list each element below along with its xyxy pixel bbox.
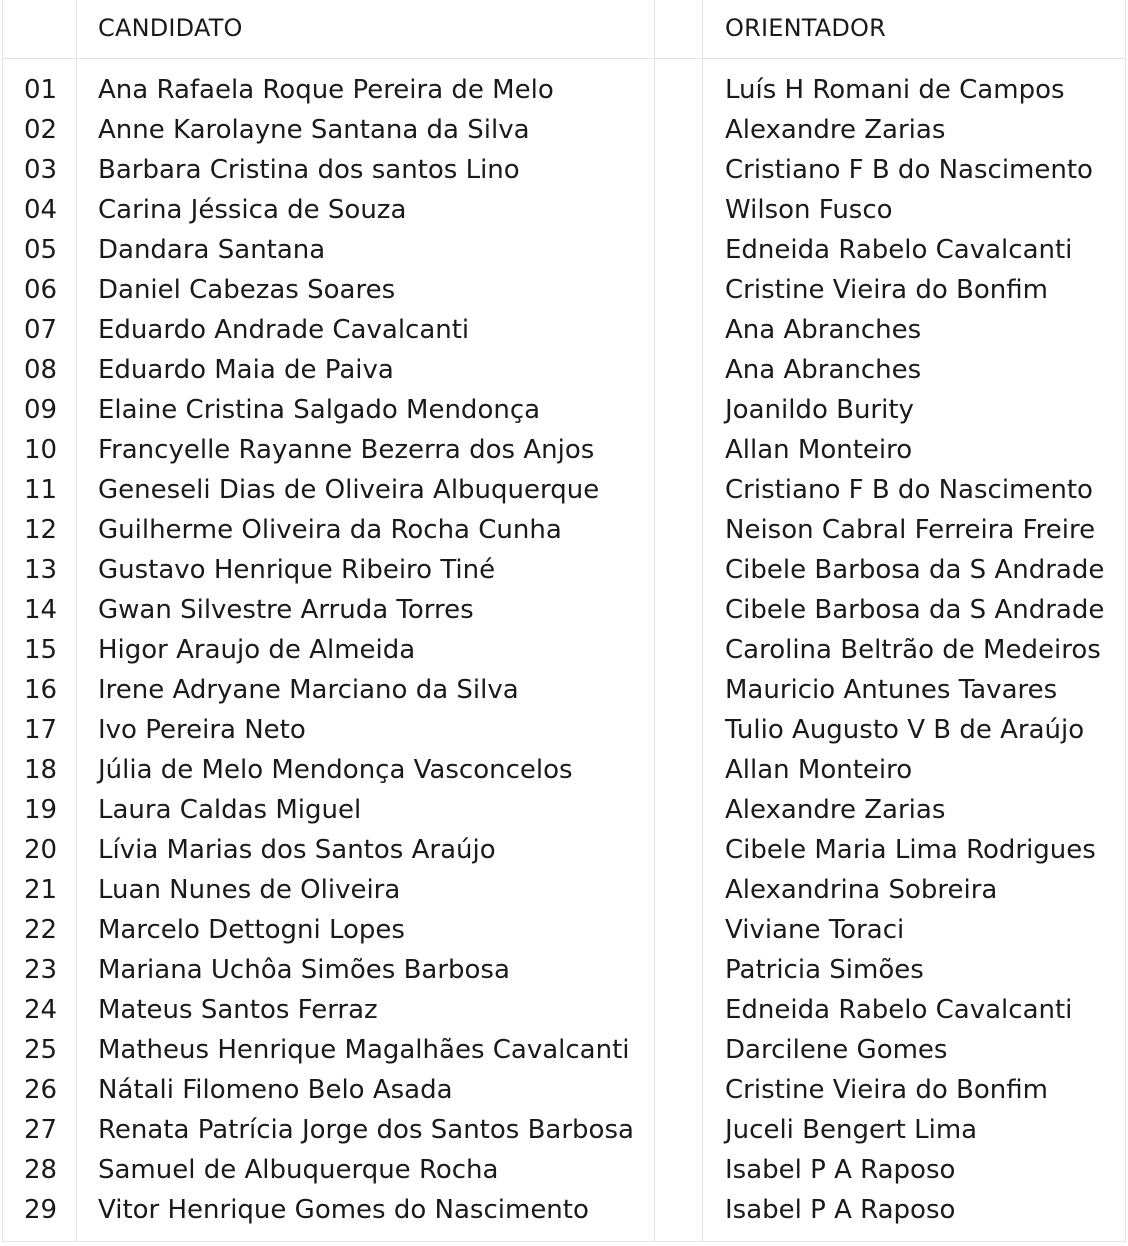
candidate-name: Luan Nunes de Oliveira	[98, 875, 401, 905]
row-number: 15	[24, 635, 58, 665]
row-number: 08	[24, 355, 58, 385]
table-row	[0, 510, 1128, 550]
advisor-name: Wilson Fusco	[725, 195, 893, 225]
candidate-name: Daniel Cabezas Soares	[98, 275, 396, 305]
advisor-name: Luís H Romani de Campos	[725, 75, 1065, 105]
advisor-name: Cristine Vieira do Bonfim	[725, 275, 1048, 305]
advisor-name: Juceli Bengert Lima	[725, 1115, 978, 1145]
row-number: 14	[24, 595, 58, 625]
table-row	[0, 750, 1128, 790]
advisor-name: Ana Abranches	[725, 315, 922, 345]
table-row	[0, 150, 1128, 190]
table-row	[0, 710, 1128, 750]
candidate-name: Mateus Santos Ferraz	[98, 995, 378, 1025]
table-row	[0, 430, 1128, 470]
candidate-name: Gwan Silvestre Arruda Torres	[98, 595, 474, 625]
row-number: 09	[24, 395, 58, 425]
candidate-name: Mariana Uchôa Simões Barbosa	[98, 955, 510, 985]
header-advisor: ORIENTADOR	[725, 14, 887, 42]
candidate-name: Elaine Cristina Salgado Mendonça	[98, 395, 541, 425]
table-row	[0, 550, 1128, 590]
row-number: 26	[24, 1075, 58, 1105]
candidate-name: Anne Karolayne Santana da Silva	[98, 115, 530, 145]
row-number: 11	[24, 475, 58, 505]
advisor-name: Edneida Rabelo Cavalcanti	[725, 235, 1073, 265]
row-number: 29	[24, 1195, 58, 1225]
row-number: 20	[24, 835, 58, 865]
table-row	[0, 1150, 1128, 1190]
candidate-name: Renata Patrícia Jorge dos Santos Barbosa	[98, 1115, 634, 1145]
table-body	[0, 70, 1128, 1230]
advisor-name: Cibele Barbosa da S Andrade	[725, 595, 1105, 625]
candidate-name: Ana Rafaela Roque Pereira de Melo	[98, 75, 554, 105]
row-number: 12	[24, 515, 58, 545]
table-row	[0, 70, 1128, 110]
row-number: 04	[24, 195, 58, 225]
advisor-name: Neison Cabral Ferreira Freire	[725, 515, 1096, 545]
row-number: 18	[24, 755, 58, 785]
row-number: 13	[24, 555, 58, 585]
candidate-name: Júlia de Melo Mendonça Vasconcelos	[98, 755, 573, 785]
candidate-name: Guilherme Oliveira da Rocha Cunha	[98, 515, 562, 545]
row-number: 05	[24, 235, 58, 265]
advisor-name: Tulio Augusto V B de Araújo	[725, 715, 1085, 745]
table-row	[0, 390, 1128, 430]
table-row	[0, 470, 1128, 510]
table-row	[0, 230, 1128, 270]
advisor-name: Patricia Simões	[725, 955, 924, 985]
candidate-name: Vitor Henrique Gomes do Nascimento	[98, 1195, 589, 1225]
advisor-name: Alexandrina Sobreira	[725, 875, 998, 905]
header-candidate: CANDIDATO	[98, 14, 243, 42]
candidate-name: Nátali Filomeno Belo Asada	[98, 1075, 453, 1105]
row-number: 24	[24, 995, 58, 1025]
candidate-name: Marcelo Dettogni Lopes	[98, 915, 405, 945]
candidate-name: Dandara Santana	[98, 235, 326, 265]
advisor-name: Cristiano F B do Nascimento	[725, 475, 1093, 505]
row-number: 21	[24, 875, 58, 905]
candidate-name: Eduardo Andrade Cavalcanti	[98, 315, 470, 345]
advisor-name: Ana Abranches	[725, 355, 922, 385]
advisor-name: Allan Monteiro	[725, 755, 913, 785]
table-row	[0, 870, 1128, 910]
row-number: 17	[24, 715, 58, 745]
advisor-name: Alexandre Zarias	[725, 795, 946, 825]
row-number: 28	[24, 1155, 58, 1185]
table-row	[0, 950, 1128, 990]
advisor-name: Cibele Maria Lima Rodrigues	[725, 835, 1096, 865]
candidate-name: Higor Araujo de Almeida	[98, 635, 416, 665]
advisor-name: Cibele Barbosa da S Andrade	[725, 555, 1105, 585]
table-row	[0, 590, 1128, 630]
candidate-name: Gustavo Henrique Ribeiro Tiné	[98, 555, 496, 585]
row-number: 07	[24, 315, 58, 345]
header-divider	[2, 58, 1126, 59]
advisor-name: Edneida Rabelo Cavalcanti	[725, 995, 1073, 1025]
table-row	[0, 790, 1128, 830]
table-row	[0, 1190, 1128, 1230]
table-row	[0, 1030, 1128, 1070]
table-row	[0, 310, 1128, 350]
candidate-name: Ivo Pereira Neto	[98, 715, 306, 745]
row-number: 25	[24, 1035, 58, 1065]
advisor-name: Carolina Beltrão de Medeiros	[725, 635, 1101, 665]
row-number: 02	[24, 115, 58, 145]
advisor-name: Isabel P A Raposo	[725, 1155, 956, 1185]
candidate-name: Geneseli Dias de Oliveira Albuquerque	[98, 475, 600, 505]
candidate-name: Lívia Marias dos Santos Araújo	[98, 835, 496, 865]
table-row	[0, 190, 1128, 230]
candidate-name: Samuel de Albuquerque Rocha	[98, 1155, 499, 1185]
table-row	[0, 350, 1128, 390]
table-row	[0, 670, 1128, 710]
candidate-name: Laura Caldas Miguel	[98, 795, 362, 825]
candidate-name: Carina Jéssica de Souza	[98, 195, 407, 225]
table-row	[0, 910, 1128, 950]
advisor-name: Cristine Vieira do Bonfim	[725, 1075, 1048, 1105]
advisor-name: Allan Monteiro	[725, 435, 913, 465]
row-number: 23	[24, 955, 58, 985]
advisor-name: Joanildo Burity	[725, 395, 914, 425]
advisor-name: Mauricio Antunes Tavares	[725, 675, 1058, 705]
table-row	[0, 270, 1128, 310]
table-row	[0, 830, 1128, 870]
candidate-name: Matheus Henrique Magalhães Cavalcanti	[98, 1035, 630, 1065]
advisor-name: Viviane Toraci	[725, 915, 905, 945]
row-number: 22	[24, 915, 58, 945]
row-number: 27	[24, 1115, 58, 1145]
advisor-name: Darcilene Gomes	[725, 1035, 948, 1065]
table-border-bottom	[2, 1241, 1126, 1242]
candidate-name: Barbara Cristina dos santos Lino	[98, 155, 520, 185]
candidate-name: Irene Adryane Marciano da Silva	[98, 675, 519, 705]
table-row	[0, 1110, 1128, 1150]
row-number: 19	[24, 795, 58, 825]
table-row	[0, 630, 1128, 670]
advisor-name: Cristiano F B do Nascimento	[725, 155, 1093, 185]
row-number: 01	[24, 75, 58, 105]
candidate-name: Francyelle Rayanne Bezerra dos Anjos	[98, 435, 595, 465]
advisor-name: Isabel P A Raposo	[725, 1195, 956, 1225]
table-row	[0, 110, 1128, 150]
candidate-name: Eduardo Maia de Paiva	[98, 355, 394, 385]
table-row	[0, 990, 1128, 1030]
row-number: 03	[24, 155, 58, 185]
table-row	[0, 1070, 1128, 1110]
row-number: 06	[24, 275, 58, 305]
row-number: 16	[24, 675, 58, 705]
advisor-name: Alexandre Zarias	[725, 115, 946, 145]
row-number: 10	[24, 435, 58, 465]
